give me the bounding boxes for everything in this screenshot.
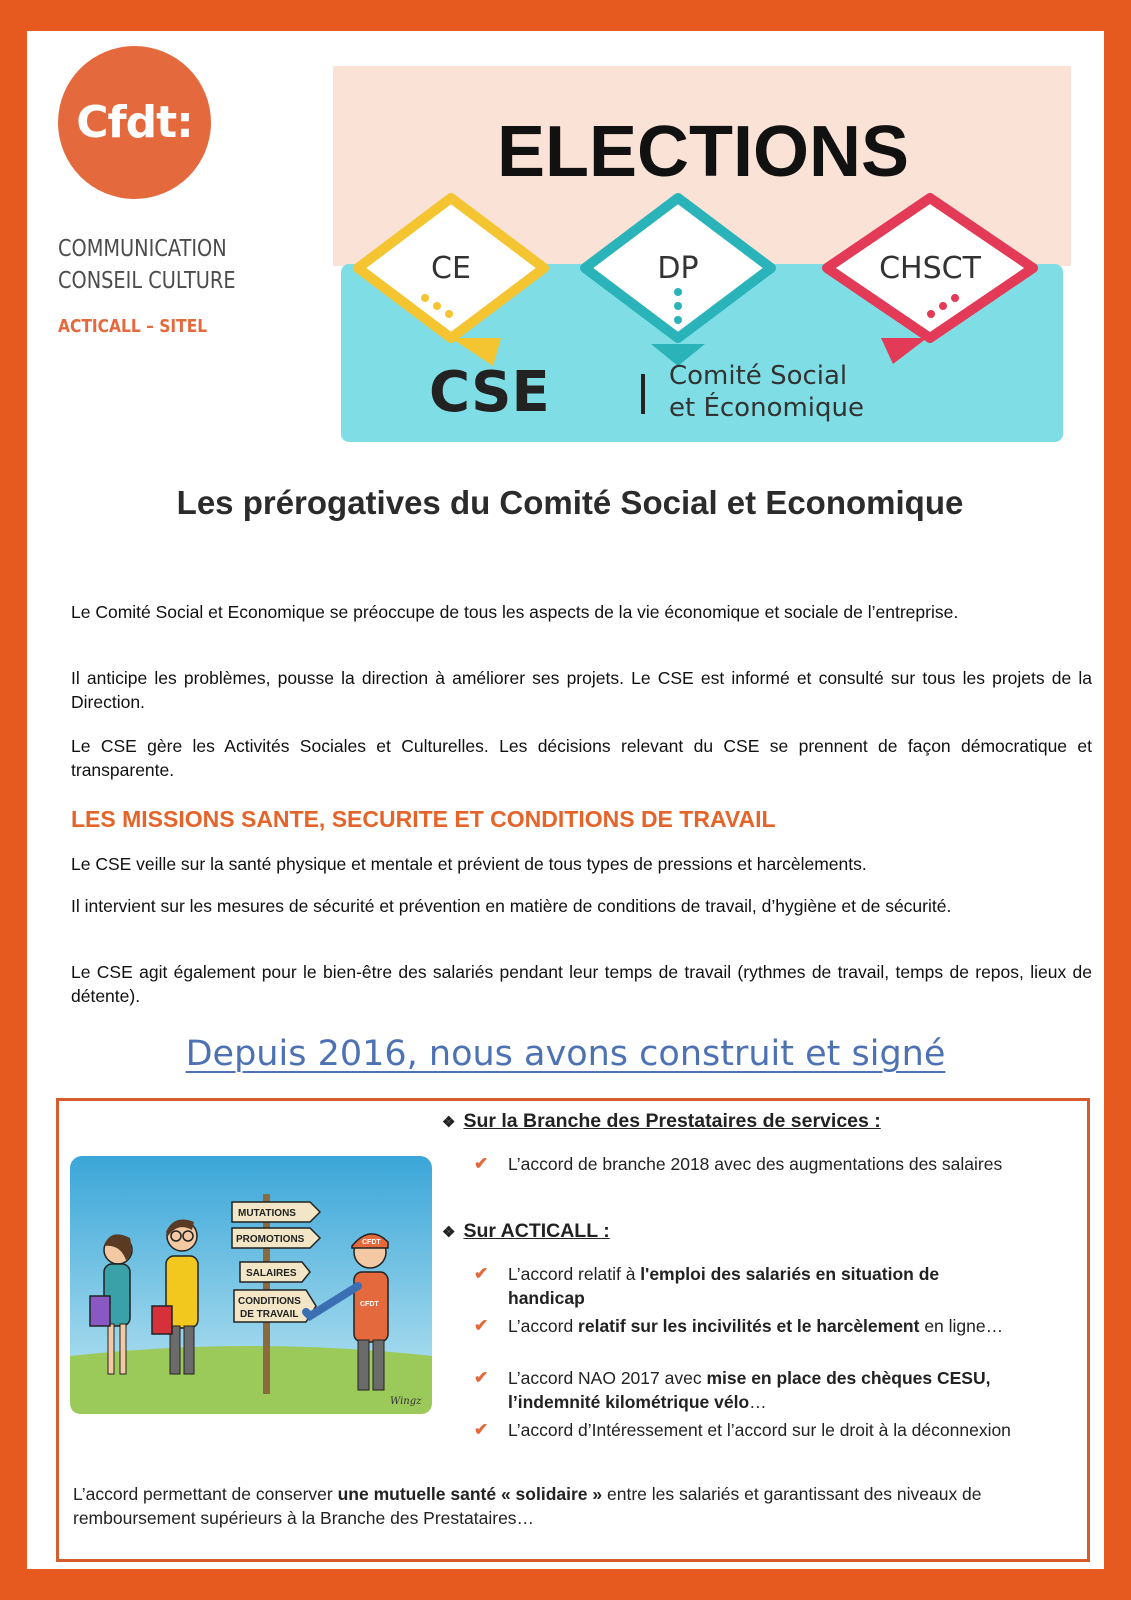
since-2016-heading: Depuis 2016, nous avons construit et signé <box>185 1034 946 1074</box>
paragraph-anticipation: Il anticipe les problèmes, pousse la direction à améliorer ses projets. Le CSE est informé et consulté sur tous les projets de la Direction. <box>71 668 1092 712</box>
diamond-bullet-icon: ❖ <box>442 1114 456 1131</box>
check-icon: ✔ <box>474 1420 489 1439</box>
signpost-cartoon <box>70 1156 432 1414</box>
page-title: Les prérogatives du Comité Social et Economique <box>176 484 964 521</box>
logo-mark: Cfdt: <box>58 46 211 199</box>
purple-folder <box>90 1296 110 1326</box>
acticall-item-2: ✔ L’accord relatif sur les incivilités et le harcèlement en ligne… <box>474 1316 1004 1336</box>
sign-promotions: PROMOTIONS <box>236 1234 305 1245</box>
check-icon: ✔ <box>474 1316 489 1335</box>
paragraph-safety: Il intervient sur les mesures de sécurité et prévention en matière de conditions de travail, d’hygiène et de sécurité. <box>71 896 952 916</box>
cartoon-graphic <box>70 1156 432 1414</box>
paragraph-health: Le CSE veille sur la santé physique et mentale et prévient de tous types de pressions et harcèlements. <box>71 854 867 874</box>
banner-graphic <box>333 66 1071 452</box>
check-icon: ✔ <box>474 1368 489 1387</box>
check-icon: ✔ <box>474 1264 489 1283</box>
cse-name-line-2: et Économique <box>669 393 864 423</box>
artist-signature: Wingz <box>390 1396 422 1407</box>
cap-text: CFDT <box>362 1239 381 1246</box>
check-icon: ✔ <box>474 1154 489 1173</box>
logo-subtitle: ACTICALL – SITEL <box>58 316 208 337</box>
cse-acronym: CSE <box>429 360 550 425</box>
chsct-label: CHSCT <box>879 251 981 286</box>
diamond-bullet-icon: ❖ <box>442 1224 456 1241</box>
sign-conditions: CONDITIONS <box>238 1296 301 1307</box>
branche-heading: ❖ Sur la Branche des Prestataires de services : <box>442 1110 881 1132</box>
acticall-item-3: ✔ L’accord NAO 2017 avec mise en place des chèques CESU, l’indemnité kilométrique vélo… <box>474 1368 991 1412</box>
sign-salaires: SALAIRES <box>246 1268 297 1279</box>
sign-de-travail: DE TRAVAIL <box>240 1309 299 1320</box>
vest-text: CFDT <box>360 1301 379 1308</box>
paragraph-intro: Le Comité Social et Economique se préoccupe de tous les aspects de la vie économique et sociale de l’entreprise. <box>71 602 959 622</box>
cse-divider <box>641 374 645 414</box>
mutuelle-paragraph: L’accord permettant de conserver une mutuelle santé « solidaire » entre les salariés et garantissant des niveaux de remboursement supérieurs à la Branche des Prestataires… <box>73 1484 982 1528</box>
paragraph-asc: Le CSE gère les Activités Sociales et Culturelles. Les décisions relevant du CSE se prennent de façon démocratique et transparente. <box>71 736 1092 780</box>
logo-line-2: CONSEIL CULTURE <box>58 268 236 294</box>
acticall-item-1: ✔ L’accord relatif à l'emploi des salariés en situation de handicap <box>474 1264 940 1308</box>
paragraph-wellbeing: Le CSE agit également pour le bien-être des salariés pendant leur temps de travail (rythmes de travail, temps de repos, lieux de détente). <box>71 962 1092 1006</box>
logo-line-1: COMMUNICATION <box>58 236 227 262</box>
missions-heading: LES MISSIONS SANTE, SECURITE ET CONDITIONS DE TRAVAIL <box>71 806 776 832</box>
dp-label: DP <box>657 251 699 286</box>
acticall-item-4: ✔ L’accord d’Intéressement et l’accord sur le droit à la déconnexion <box>474 1420 1011 1440</box>
banner-heading: ELECTIONS <box>496 112 910 192</box>
branche-item-1: ✔ L’accord de branche 2018 avec des augmentations des salaires <box>474 1154 1003 1174</box>
cse-name-line-1: Comité Social <box>669 361 848 391</box>
ce-label: CE <box>431 251 471 286</box>
sign-mutations: MUTATIONS <box>238 1208 296 1219</box>
red-folder <box>152 1306 172 1334</box>
elections-banner <box>333 66 1071 452</box>
acticall-heading: ❖ Sur ACTICALL : <box>442 1220 610 1242</box>
